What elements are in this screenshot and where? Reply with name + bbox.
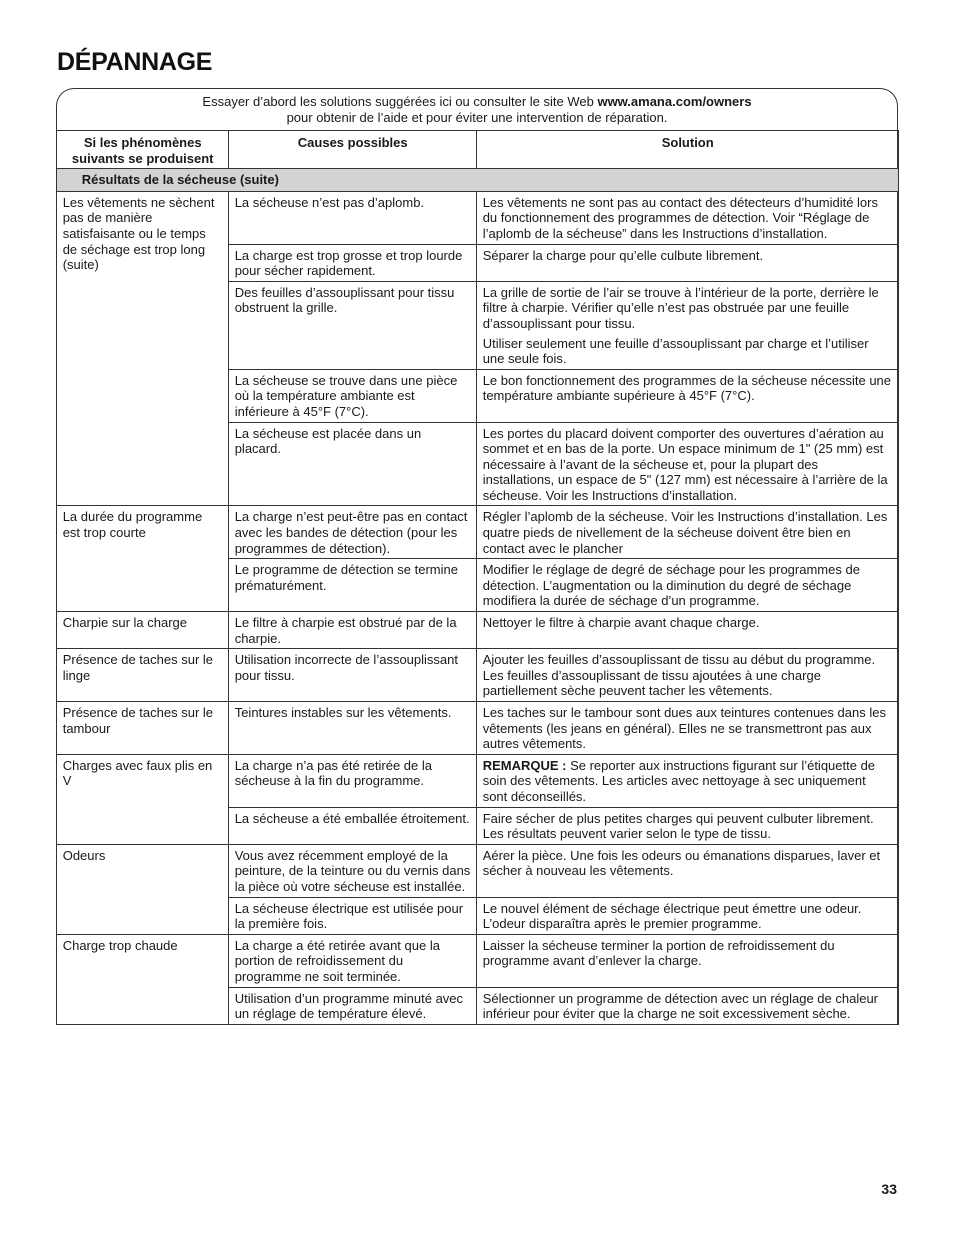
solution-text: La grille de sortie de l’air se trouve à l’intérieur de la porte, derrière le filtre à charpie. Vérifier qu’elle n’est pas obstruée par une feuille d’assouplissant pour tissu. bbox=[482, 284, 879, 331]
solution-cell bbox=[476, 612, 898, 649]
solution-paragraph bbox=[483, 848, 893, 879]
solution-cell bbox=[476, 244, 898, 281]
table-row bbox=[56, 702, 898, 755]
solution-text: Modifier le réglage de degré de séchage pour les programmes de détection. L’augmentation ou la diminution du degré de séchage modifiera la durée de séchage d’un programme. bbox=[482, 562, 860, 609]
cause-cell: La sécheuse se trouve dans une pièce où la température ambiante est inférieure à 45°F (7°C). bbox=[228, 369, 476, 422]
column-header-symptom: Si les phénomènes suivants se produisent bbox=[56, 131, 228, 169]
symptom-cell: Les vêtements ne sèchent pas de manière satisfaisante ou le temps de séchage est trop long (suite) bbox=[56, 191, 228, 506]
note-label: REMARQUE : bbox=[482, 757, 571, 773]
cause-cell: Vous avez récemment employé de la peinture, de la teinture ou du vernis dans la pièce où votre sécheuse est installée. bbox=[228, 844, 476, 897]
website-url[interactable]: www.amana.com/owners bbox=[597, 94, 752, 109]
cause-cell: Utilisation incorrecte de l’assouplissant pour tissu. bbox=[228, 649, 476, 702]
solution-text: Les taches sur le tambour sont dues aux teintures contenues dans les vêtements (les jeans en général). Elles ne se transmettront pas aux autres vêtements. bbox=[482, 705, 886, 752]
solution-text: Utiliser seulement une feuille d’assouplissant par charge et l’utiliser une seule fois. bbox=[482, 335, 869, 367]
solution-text: Les portes du placard doivent comporter des ouvertures d’aération au sommet et en bas de la porte. Un espace minimum de 1" (25 mm) est nécessaire à l’avant de la sécheuse et, pour la plupart des installations, un espace de 5" (127 mm) est nécessaire à l’arrière de la sécheuse. Voir les Instructions d’installation. bbox=[482, 425, 888, 503]
solution-text: Sélectionner un programme de détection avec un réglage de chaleur inférieur pour éviter que la charge ne soit excessivement sèche. bbox=[482, 990, 879, 1022]
section-title: Résultats de la sécheuse (suite) bbox=[56, 169, 898, 192]
solution-cell bbox=[476, 754, 898, 807]
solution-text: Ajouter les feuilles d’assouplissant de tissu au début du programme. Les feuilles d’assouplissant de tissu ajoutées à une charge partiellement sèche peuvent tacher les vêtements. bbox=[482, 652, 876, 699]
solution-text: Régler l’aplomb de la sécheuse. Voir les Instructions d’installation. Les quatre pieds de nivellement de la sécheuse doivent être bien en contact avec le plancher bbox=[482, 509, 888, 556]
solution-cell bbox=[476, 369, 898, 422]
intro-text bbox=[57, 89, 897, 130]
solution-paragraph bbox=[483, 758, 893, 805]
solution-paragraph bbox=[483, 373, 893, 404]
solution-paragraph bbox=[483, 811, 893, 842]
table-header-row bbox=[56, 131, 898, 169]
solution-paragraph bbox=[483, 991, 893, 1022]
solution-cell bbox=[476, 807, 898, 844]
section-row bbox=[56, 169, 898, 192]
solution-cell bbox=[476, 934, 898, 987]
intro-line-1 bbox=[57, 94, 897, 110]
symptom-cell: Présence de taches sur le linge bbox=[56, 649, 228, 702]
troubleshooting-table bbox=[56, 130, 899, 1025]
cause-cell: Le programme de détection se termine prématurément. bbox=[228, 559, 476, 612]
solution-cell bbox=[476, 559, 898, 612]
solution-cell bbox=[476, 422, 898, 506]
table-row bbox=[56, 844, 898, 897]
cause-cell: Le filtre à charpie est obstrué par de la charpie. bbox=[228, 612, 476, 649]
table-row bbox=[56, 612, 898, 649]
table-row bbox=[56, 934, 898, 987]
solution-paragraph bbox=[483, 938, 893, 969]
solution-text: Se reporter aux instructions figurant sur l’étiquette de soin des vêtements. Les articles avec nettoyage à sec uniquement sont déconseillés. bbox=[482, 757, 876, 804]
symptom-cell: Odeurs bbox=[56, 844, 228, 934]
symptom-cell: La durée du programme est trop courte bbox=[56, 506, 228, 612]
page-title: DÉPANNAGE bbox=[57, 48, 213, 76]
solution-paragraph bbox=[483, 509, 893, 556]
solution-text: Nettoyer le filtre à charpie avant chaque charge. bbox=[482, 615, 760, 631]
table-row bbox=[56, 649, 898, 702]
cause-cell: La charge n’est peut-être pas en contact avec les bandes de détection (pour les programmes de détection). bbox=[228, 506, 476, 559]
solution-cell bbox=[476, 844, 898, 897]
cause-cell: La charge est trop grosse et trop lourde pour sécher rapidement. bbox=[228, 244, 476, 281]
solution-paragraph bbox=[483, 285, 893, 332]
cause-cell: La sécheuse est placée dans un placard. bbox=[228, 422, 476, 506]
cause-cell: La sécheuse n’est pas d’aplomb. bbox=[228, 191, 476, 244]
column-header-solution: Solution bbox=[476, 131, 898, 169]
symptom-cell: Présence de taches sur le tambour bbox=[56, 702, 228, 755]
intro-line-1-text: Essayer d’abord les solutions suggérées ici ou consulter le site Web bbox=[202, 94, 598, 109]
cause-cell: Utilisation d’un programme minuté avec un réglage de température élevé. bbox=[228, 987, 476, 1024]
page-number: 33 bbox=[881, 1181, 897, 1197]
solution-text: Faire sécher de plus petites charges qui peuvent culbuter librement. Les résultats peuvent varier selon le type de tissu. bbox=[482, 810, 874, 842]
solution-cell bbox=[476, 702, 898, 755]
column-header-cause: Causes possibles bbox=[228, 131, 476, 169]
solution-paragraph bbox=[483, 248, 893, 264]
cause-cell: La charge n’a pas été retirée de la sécheuse à la fin du programme. bbox=[228, 754, 476, 807]
solution-text: Le nouvel élément de séchage électrique peut émettre une odeur. L’odeur disparaîtra après le premier programme. bbox=[482, 900, 862, 932]
troubleshooting-panel bbox=[56, 88, 898, 1025]
solution-paragraph bbox=[483, 615, 893, 631]
solution-cell bbox=[476, 191, 898, 244]
solution-paragraph bbox=[483, 705, 893, 752]
solution-text: Le bon fonctionnement des programmes de la sécheuse nécessite une température ambiante supérieure à 45°F (7°C). bbox=[482, 372, 892, 404]
symptom-cell: Charges avec faux plis en V bbox=[56, 754, 228, 844]
cause-cell: Teintures instables sur les vêtements. bbox=[228, 702, 476, 755]
solution-cell bbox=[476, 897, 898, 934]
solution-text: Séparer la charge pour qu’elle culbute librement. bbox=[482, 247, 764, 263]
table-row bbox=[56, 191, 898, 244]
solution-paragraph bbox=[483, 426, 893, 504]
solution-paragraph bbox=[483, 195, 893, 242]
solution-cell bbox=[476, 281, 898, 369]
cause-cell: Des feuilles d’assouplissant pour tissu obstruent la grille. bbox=[228, 281, 476, 369]
table-row bbox=[56, 754, 898, 807]
table-body bbox=[56, 169, 898, 1025]
solution-cell bbox=[476, 649, 898, 702]
solution-paragraph bbox=[483, 652, 893, 699]
solution-paragraph bbox=[483, 901, 893, 932]
symptom-cell: Charpie sur la charge bbox=[56, 612, 228, 649]
cause-cell: La sécheuse électrique est utilisée pour la première fois. bbox=[228, 897, 476, 934]
solution-paragraph bbox=[483, 336, 893, 367]
symptom-cell: Charge trop chaude bbox=[56, 934, 228, 1024]
table-row bbox=[56, 506, 898, 559]
solution-cell bbox=[476, 987, 898, 1024]
solution-cell bbox=[476, 506, 898, 559]
intro-line-2: pour obtenir de l’aide et pour éviter une intervention de réparation. bbox=[286, 110, 668, 125]
cause-cell: La charge a été retirée avant que la portion de refroidissement du programme ne soit terminée. bbox=[228, 934, 476, 987]
solution-paragraph bbox=[483, 562, 893, 609]
solution-text: Laisser la sécheuse terminer la portion de refroidissement du programme avant d’enlever la charge. bbox=[482, 937, 835, 969]
solution-text: Les vêtements ne sont pas au contact des détecteurs d’humidité lors du fonctionnement des programmes de détection. Voir “Réglage de l’aplomb de la sécheuse” dans les Instructions d’installation. bbox=[482, 194, 878, 241]
solution-text: Aérer la pièce. Une fois les odeurs ou émanations disparues, laver et sécher à nouveau les vêtements. bbox=[482, 847, 881, 879]
cause-cell: La sécheuse a été emballée étroitement. bbox=[228, 807, 476, 844]
